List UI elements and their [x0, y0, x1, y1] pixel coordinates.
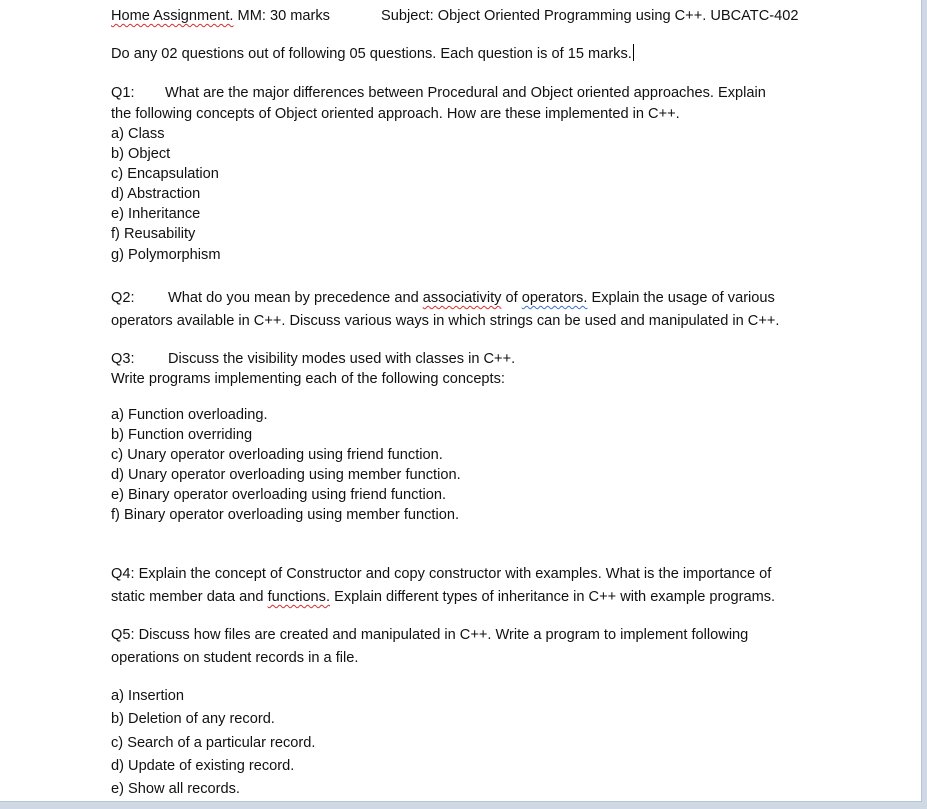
q1-number: Q1: — [111, 85, 135, 101]
q1-item: a) Class — [111, 126, 165, 142]
q5-item: e) Show all records. — [111, 781, 240, 797]
q1-text-1: What are the major differences between Procedural and Object oriented approaches. Explain — [165, 85, 766, 101]
q4-text-b: functions. — [267, 589, 331, 605]
q3-item: d) Unary operator overloading using member function. — [111, 467, 461, 483]
instructions-text: Do any 02 questions out of following 05 questions. Each question is of 15 marks. — [111, 46, 632, 62]
q2-text-a: What do you mean by precedence and — [168, 290, 423, 306]
q1-text-2: the following concepts of Object oriented approach. How are these implemented in C++. — [111, 106, 680, 122]
header-marks: MM: 30 marks — [233, 8, 330, 24]
q5-item: b) Deletion of any record. — [111, 711, 275, 727]
q1-item: f) Reusability — [111, 226, 196, 242]
q2-text-d: operators. — [521, 290, 588, 306]
q2-text-c: of — [501, 290, 522, 306]
q3-item: e) Binary operator overloading using friend function. — [111, 487, 447, 503]
q2-line-1 — [111, 288, 775, 308]
q4-text-c: Explain different types of inheritance in C++ with example programs. — [330, 589, 776, 605]
q2-text-e: Explain the usage of various — [587, 290, 775, 306]
q4-line-2 — [111, 587, 775, 607]
text-cursor — [633, 44, 634, 61]
header-subject: Subject: Object Oriented Programming using C++. UBCATC-402 — [381, 8, 799, 24]
q2-text-b: associativity — [422, 290, 502, 306]
q3-item: b) Function overriding — [111, 427, 253, 443]
q4-text-1: Q4: Explain the concept of Constructor and copy constructor with examples. What is the importance of — [111, 566, 772, 582]
header-line — [111, 6, 330, 26]
window-right-edge — [922, 0, 927, 802]
q3-item: f) Binary operator overloading using member function. — [111, 507, 459, 523]
q3-line-1 — [111, 349, 515, 369]
q2-number: Q2: — [111, 290, 135, 306]
q2-text-2: operators available in C++. Discuss various ways in which strings can be used and manipulated in C++. — [111, 313, 780, 329]
q5-text-2: operations on student records in a file. — [111, 650, 359, 666]
q1-item: d) Abstraction — [111, 186, 201, 202]
q1-item: e) Inheritance — [111, 206, 201, 222]
window-bottom-edge — [0, 802, 927, 809]
q3-item: c) Unary operator overloading using friend function. — [111, 447, 443, 463]
q1-line-1 — [111, 83, 766, 103]
q5-text-1: Q5: Discuss how files are created and manipulated in C++. Write a program to implement following — [111, 627, 749, 643]
q3-text-1: Discuss the visibility modes used with classes in C++. — [168, 351, 516, 367]
q3-item: a) Function overloading. — [111, 407, 268, 423]
q5-item: d) Update of existing record. — [111, 758, 295, 774]
q5-item: c) Search of a particular record. — [111, 735, 316, 751]
q1-item: g) Polymorphism — [111, 247, 221, 263]
q3-text-2: Write programs implementing each of the following concepts: — [111, 371, 505, 387]
q4-text-a: static member data and — [111, 589, 268, 605]
q1-item: b) Object — [111, 146, 171, 162]
header-assignment: Home Assignment. — [111, 8, 234, 24]
q5-item: a) Insertion — [111, 688, 185, 704]
q1-item: c) Encapsulation — [111, 166, 219, 182]
q3-number: Q3: — [111, 351, 135, 367]
instructions-line — [111, 44, 634, 64]
